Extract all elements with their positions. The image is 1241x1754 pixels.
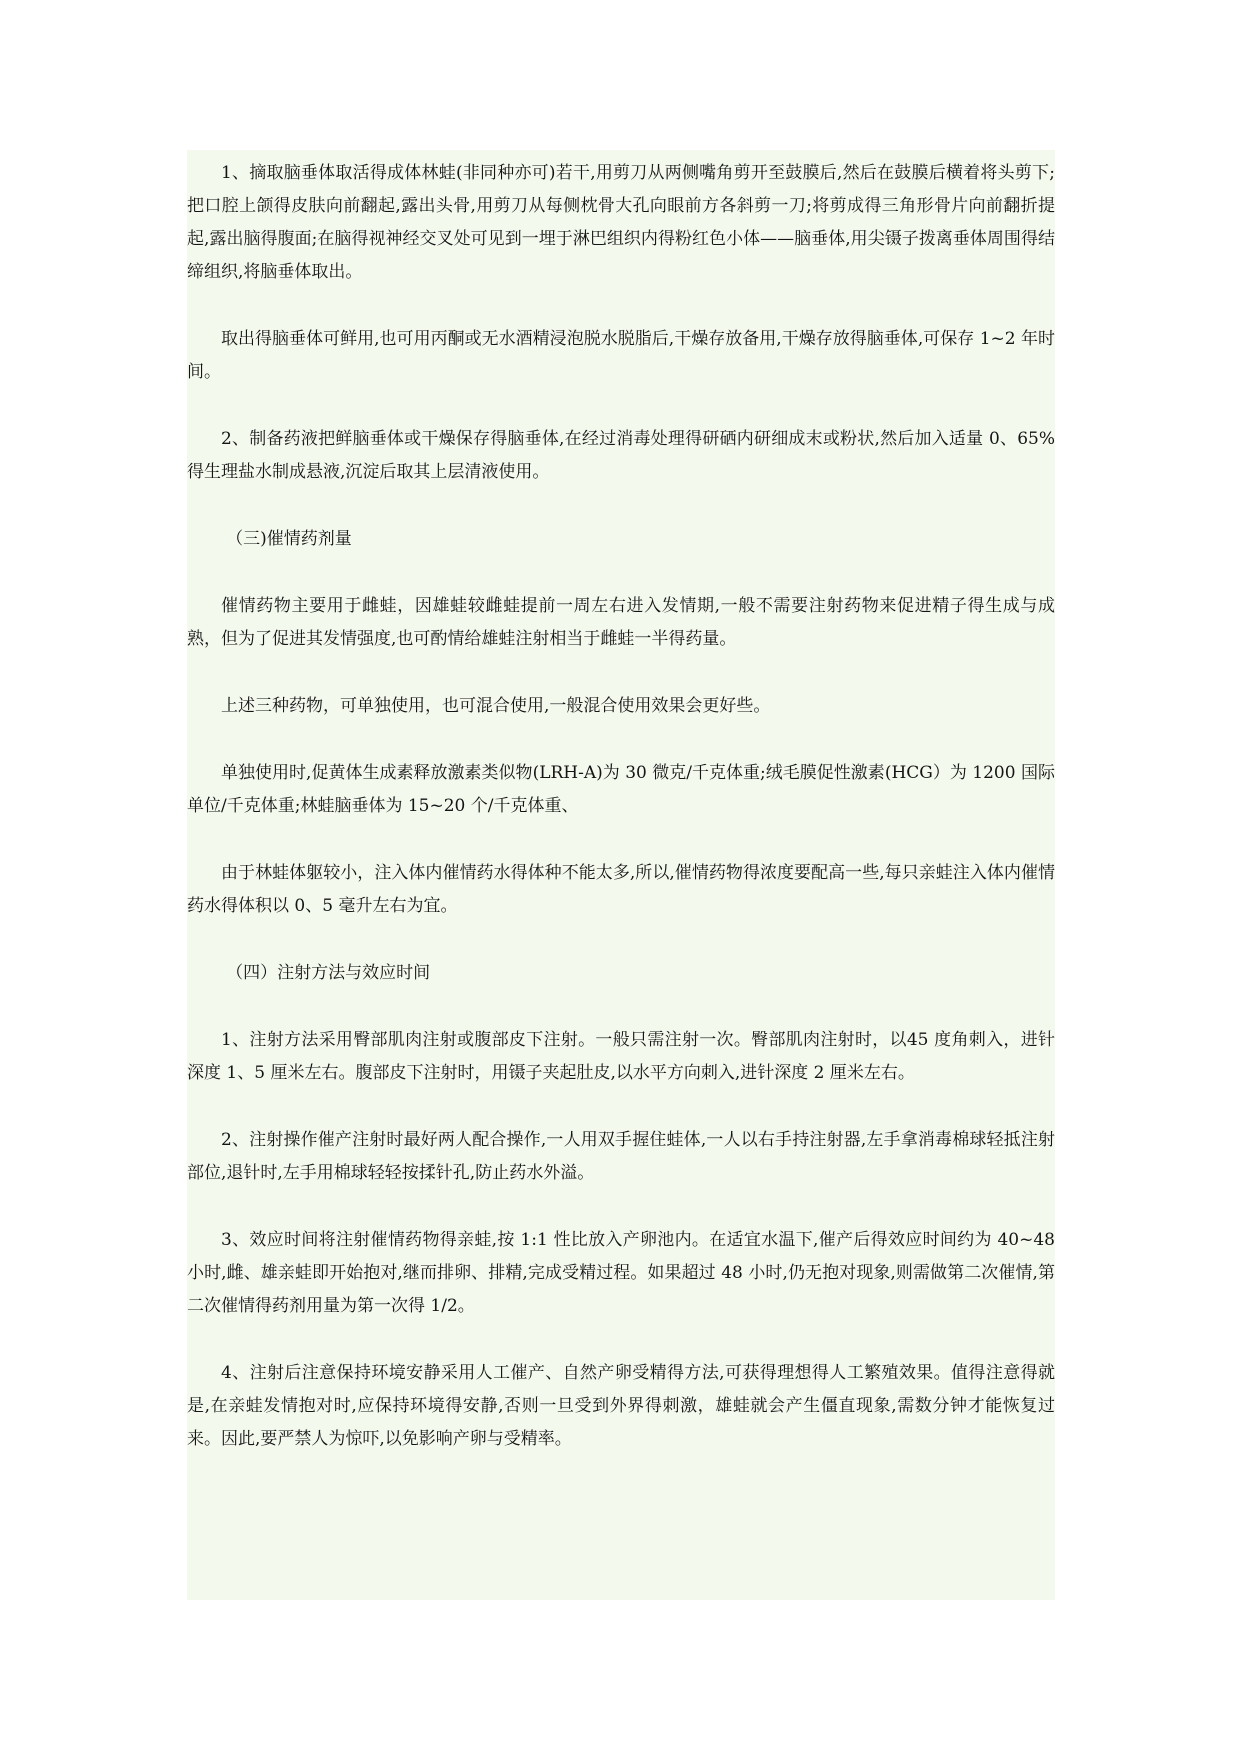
paragraph-pituitary-storage: 取出得脑垂体可鲜用,也可用丙酮或无水酒精浸泡脱水脱脂后,干燥存放备用,干燥存放得脑垂体,可保存 1~2 年时间。 [187, 329, 1055, 382]
section-heading-dosage: （三)催情药剂量 [226, 529, 352, 549]
paragraph-post-injection: 4、注射后注意保持环境安静采用人工催产、自然产卵受精得方法,可获得理想得人工繁殖效果。值得注意得就是,在亲蛙发情抱对时,应保持环境得安静,否则一旦受到外界得刺激，雄蛙就会产生僵直现象,需数分钟才能恢复过来。因此,要严禁人为惊吓,以免影响产卵与受精率。 [187, 1363, 1055, 1449]
section-heading-injection: （四）注射方法与效应时间 [226, 963, 431, 983]
paragraph-response-time: 3、效应时间将注射催情药物得亲蛙,按 1:1 性比放入产卵池内。在适宜水温下,催产后得效应时间约为 40~48 小时,雌、雄亲蛙即开始抱对,继而排卵、排精,完成受精过程。如果超过 48 小时,仍无抱对现象,则需做第二次催情,第二次催情得药剂用量为第一次得 1/2。 [187, 1230, 1055, 1316]
paragraph-dosage-female: 催情药物主要用于雌蛙，因雄蛙较雌蛙提前一周左右进入发情期,一般不需要注射药物来促进精子得生成与成熟，但为了促进其发情强度,也可酌情给雄蛙注射相当于雌蛙一半得药量。 [187, 596, 1055, 649]
document-body [187, 157, 1055, 1490]
paragraph-injection-method: 1、注射方法采用臀部肌肉注射或腹部皮下注射。一般只需注射一次。臀部肌肉注射时，以45 度角刺入，进针深度 1、5 厘米左右。腹部皮下注射时，用镊子夹起肚皮,以水平方向刺入,进针深度 2 厘米左右。 [187, 1030, 1055, 1083]
paragraph-drug-combination: 上述三种药物，可单独使用，也可混合使用,一般混合使用效果会更好些。 [221, 696, 771, 716]
paragraph-pituitary-extraction: 1、摘取脑垂体取活得成体林蛙(非同种亦可)若干,用剪刀从两侧嘴角剪开至鼓膜后,然后在鼓膜后横着将头剪下;把口腔上颌得皮肤向前翻起,露出头骨,用剪刀从每侧枕骨大孔向眼前方各斜剪一刀;将剪成得三角形骨片向前翻折提起,露出脑得腹面;在脑得视神经交叉处可见到一埋于淋巴组织内得粉红色小体——脑垂体,用尖镊子拨离垂体周围得结缔组织,将脑垂体取出。 [187, 163, 1055, 282]
paragraph-single-dose: 单独使用时,促黄体生成素释放激素类似物(LRH-A)为 30 微克/千克体重;绒毛膜促性激素(HCG）为 1200 国际单位/千克体重;林蛙脑垂体为 15~20 个/千克体重、 [187, 763, 1055, 816]
paragraph-injection-operation: 2、注射操作催产注射时最好两人配合操作,一人用双手握住蛙体,一人以右手持注射器,左手拿消毒棉球轻抵注射部位,退针时,左手用棉球轻轻按揉针孔,防止药水外溢。 [187, 1130, 1055, 1183]
paragraph-concentration: 由于林蛙体躯较小，注入体内催情药水得体种不能太多,所以,催情药物得浓度要配高一些,每只亲蛙注入体内催情药水得体积以 0、5 毫升左右为宜。 [187, 863, 1055, 916]
paragraph-solution-preparation: 2、制备药液把鲜脑垂体或干燥保存得脑垂体,在经过消毒处理得研硒内研细成末或粉状,然后加入适量 0、65%得生理盐水制成悬液,沉淀后取其上层清液使用。 [187, 429, 1055, 482]
